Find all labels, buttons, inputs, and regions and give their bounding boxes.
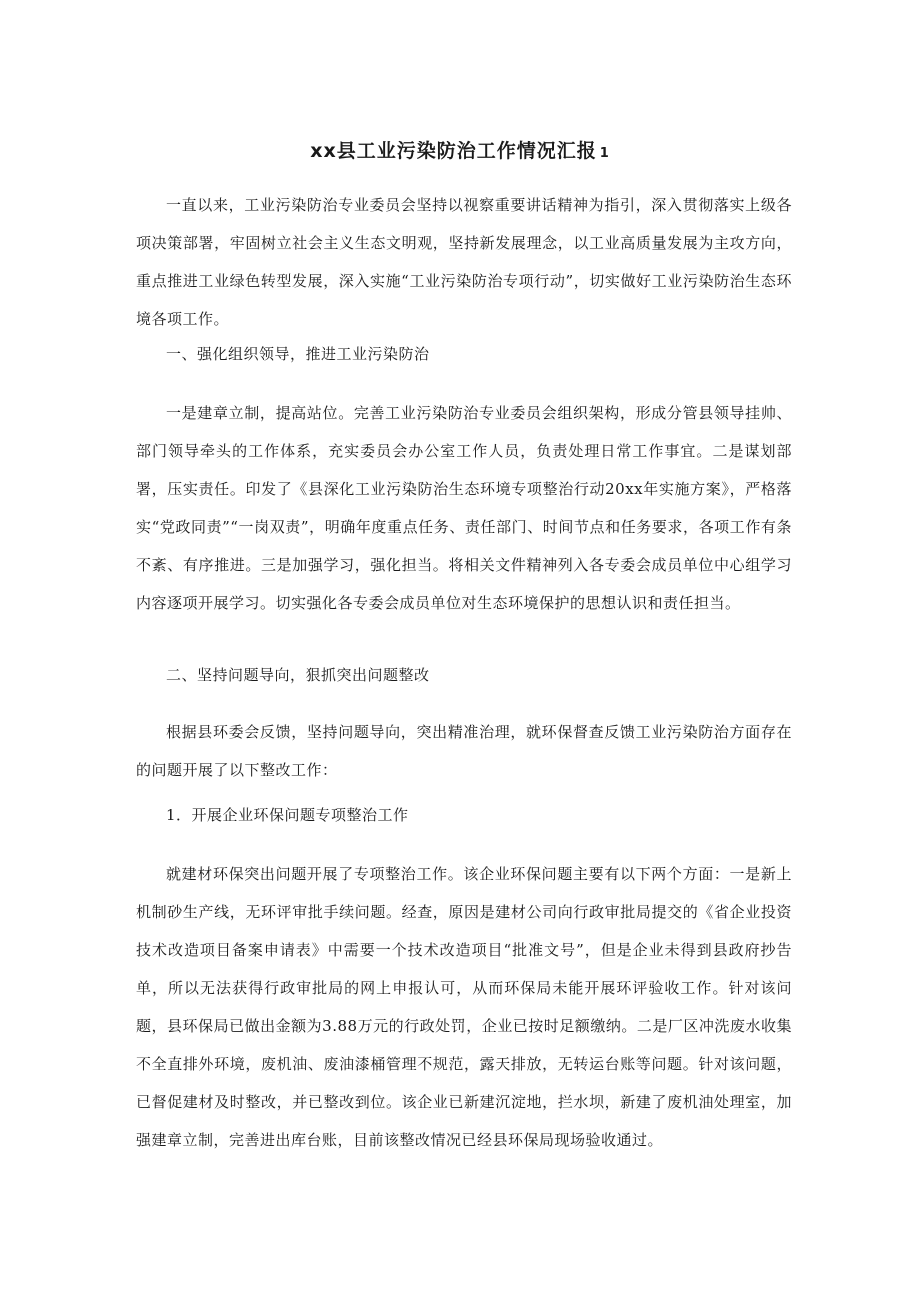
section-1-heading: 一、强化组织领导，推进工业污染防治 [166, 345, 430, 363]
document-title-suffix: 1 [599, 146, 610, 161]
section-2-heading: 二、坚持问题导向，狠抓突出问题整改 [166, 666, 430, 684]
section-2-paragraph: 根据县环委会反馈，坚持问题导向，突出精准治理，就环保督查反馈工业污染防治方面存在的问题开展了以下整改工作： [136, 723, 792, 779]
subsection-1-heading: 1．开展企业环保问题专项整治工作 [166, 806, 409, 824]
document-title-text: xx县工业污染防治工作情况汇报 [310, 140, 597, 162]
subsection-1-paragraph: 就建材环保突出问题开展了专项整治工作。该企业环保问题主要有以下两个方面：一是新上机制砂生产线，无环评审批手续问题。经查，原因是建材公司向行政审批局提交的《省企业投资技术改造项目备案申请表》中需要一个技术改造项目“批准文号”，但是企业未得到县政府抄告单，所以无法获得行政审批局的网上申报认可，从而环保局未能开展环评验收工作。针对该问题，县环保局已做出金额为3.88万元的行政处罚，企业已按时足额缴纳。二是厂区冲洗废水收集不全直排外环境，废机油、废油漆桶管理不规范，露天排放，无转运台账等问题。针对该问题，已督促建材及时整改，并已整改到位。该企业已新建沉淀地，拦水坝，新建了废机油处理室，加强建章立制，完善进出库台账，目前该整改情况已经县环保局现场验收通过。 [136, 865, 792, 1149]
section-1-paragraph: 一是建章立制，提高站位。完善工业污染防治专业委员会组织架构，形成分管县领导挂帅、部门领导牵头的工作体系，充实委员会办公室工作人员，负责处理日常工作事宜。二是谋划部署，压实责任。印发了《县深化工业污染防治生态环境专项整治行动20xx年实施方案》，严格落实“党政同责”“一岗双责”，明确年度重点任务、责任部门、时间节点和任务要求，各项工作有条不紊、有序推进。三是加强学习，强化担当。将相关文件精神列入各专委会成员单位中心组学习内容逐项开展学习。切实强化各专委会成员单位对生态环境保护的思想认识和责任担当。 [136, 404, 792, 612]
intro-paragraph: 一直以来，工业污染防治专业委员会坚持以视察重要讲话精神为指引，深入贯彻落实上级各项决策部署，牢固树立社会主义生态文明观，坚持新发展理念，以工业高质量发展为主攻方向，重点推进工业绿色转型发展，深入实施“工业污染防治专项行动”，切实做好工业污染防治生态环境各项工作。 [136, 196, 792, 328]
document-title [0, 136, 920, 163]
